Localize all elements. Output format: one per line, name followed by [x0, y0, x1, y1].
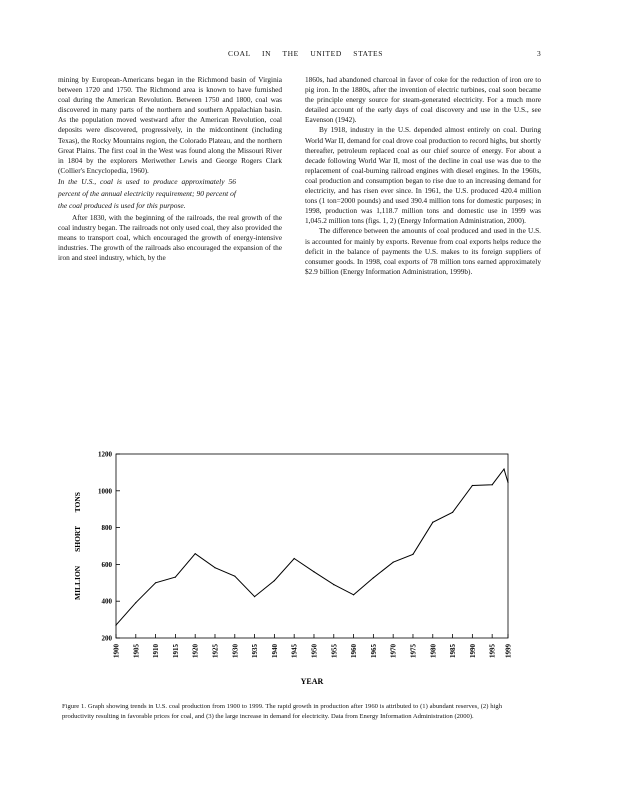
pull-quote: In the U.S., coal is used to produce approximately 56 percent of the annual electricity requirement; 90 percent of the coal produced is used for this purpose. [58, 176, 236, 211]
plot-frame [116, 454, 508, 638]
left-paragraph-2: After 1830, with the beginning of the railroads, the real growth of the coal industry began. The railroads not only used coal, they also provided the means to transport coal, which encouraged the growth of energy-intensive industries. The growth of the railroads also encouraged the expansion of the iron and steel industry, which, by the [58, 212, 282, 262]
y-tick-label: 1000 [98, 487, 112, 496]
data-point [195, 553, 196, 554]
x-tick-label: 1950 [310, 644, 319, 658]
x-tick-label: 1945 [290, 644, 299, 658]
x-tick-label: 1905 [132, 644, 141, 658]
data-point [175, 576, 176, 577]
x-tick-label: 1925 [211, 644, 220, 658]
x-tick-label: 1995 [488, 644, 497, 658]
right-paragraph-2: By 1918, industry in the U.S. depended almost entirely on coal. During World War II, demand for coal drove coal production to record highs, but shortly thereafter, petroleum replaced coal as our chief source of energy. For about a decade following World War II, most of the decline in coal use was due to the replacement of coal-burning railroad engines with diesel engines. In the 1960s, coal production and consumption began to rise due to an increasing demand for electricity, and has risen ever since. In 1961, the U.S. produced 420.4 million tons (1 ton=2000 pounds) and used 390.4 million tons for domestic purposes; in 1998, production was 1,118.7 million tons and domestic use in 1999 was 1,045.2 million tons (figs. 1, 2) (Energy Information Administration, 2000). [305, 125, 541, 226]
x-tick-label: 1975 [409, 644, 418, 658]
left-column [58, 75, 282, 263]
x-tick-label: 1999 [504, 644, 513, 658]
data-point [492, 484, 493, 485]
data-point [393, 562, 394, 563]
x-tick-label: 1940 [270, 644, 279, 658]
right-paragraph-1: 1860s, had abandoned charcoal in favor of coke for the reduction of iron ore to pig iron. In the 1880s, after the invention of electric turbines, coal soon became the principle energy source for steam-generated electricity. For a much more detailed account of the early days of coal discovery and use in the U.S., see Eavenson (1942). [305, 75, 541, 125]
coal-production-line [116, 469, 508, 625]
y-axis-ticks [98, 451, 120, 643]
data-point [234, 576, 235, 577]
y-tick-label: 600 [101, 560, 112, 569]
x-tick-label: 1980 [429, 644, 438, 658]
data-point [294, 558, 295, 559]
running-head [0, 49, 618, 61]
data-points [115, 468, 508, 625]
data-point [452, 512, 453, 513]
coal-production-chart [60, 446, 530, 694]
y-tick-label: 1200 [98, 450, 112, 459]
y-tick-label: 400 [101, 597, 112, 606]
x-tick-label: 1900 [112, 644, 121, 658]
running-title: COAL IN THE UNITED STATES [228, 49, 383, 58]
data-point [432, 522, 433, 523]
x-tick-label: 1970 [389, 644, 398, 658]
x-axis-label: YEAR [300, 677, 324, 686]
x-tick-label: 1985 [449, 644, 458, 658]
x-tick-label: 1930 [231, 644, 240, 658]
caption-label: Figure 1. [62, 703, 87, 710]
right-column [305, 75, 541, 277]
right-paragraph-3: The difference between the amounts of coal produced and used in the U.S. is accounted for mainly by exports. Revenue from coal exports helps reduce the deficit in the balance of payments the U.S. makes to its foreign suppliers of consumer goods. In 1998, coal exports of 78 million tons earned approximately $2.9 billion (Energy Information Administration, 1999b). [305, 226, 541, 276]
x-tick-label: 1935 [251, 644, 260, 658]
x-tick-label: 1910 [152, 644, 161, 658]
data-point [373, 577, 374, 578]
data-point [333, 584, 334, 585]
data-point [274, 580, 275, 581]
caption-text: Graph showing trends in U.S. coal production from 1900 to 1999. The rapid growth in production after 1960 is attributed to (1) abundant reserves, (2) high productivity resulting in favorable prices for coal, and (3) the large increase in demand for electricity. Data from Energy Information Administration (2000). [62, 703, 502, 720]
data-point [353, 594, 354, 595]
data-point [155, 582, 156, 583]
data-point [115, 625, 116, 626]
y-tick-label: 200 [101, 634, 112, 643]
x-axis-ticks [113, 634, 513, 658]
y-tick-label: 800 [101, 524, 112, 533]
x-tick-label: 1960 [350, 644, 359, 658]
data-point [472, 485, 473, 486]
data-point [507, 482, 508, 483]
y-axis-label: MILLION SHORT TONS [73, 492, 82, 600]
x-tick-label: 1955 [330, 644, 339, 658]
x-tick-label: 1990 [468, 644, 477, 658]
figure-caption [62, 702, 502, 721]
data-point [313, 571, 314, 572]
chart-svg [60, 446, 530, 694]
data-point [254, 596, 255, 597]
x-tick-label: 1965 [369, 644, 378, 658]
x-tick-label: 1920 [191, 644, 200, 658]
x-tick-label: 1915 [171, 644, 180, 658]
data-point [214, 567, 215, 568]
page-number: 3 [537, 49, 541, 58]
data-point [412, 554, 413, 555]
data-point [503, 468, 504, 469]
left-paragraph-1: mining by European-Americans began in the Richmond basin of Virginia between 1720 and 1750. The Richmond area is known to have furnished coal during the American Revolution. Between 1750 and 1800, coal was discovered in many parts of the northern and southern Appalachian basin. As the population moved westward after the American Revolution, coal deposits were discovered, progressively, in the midcontinent (including Texas), the Rocky Mountains region, the Colorado Plateau, and the northern Great Plains. The first coal in the West was found along the Missouri River in 1804 by the explorers Meriwether Lewis and George Rogers Clark (Collier's Encyclopedia, 1960). [58, 75, 282, 175]
data-point [135, 602, 136, 603]
